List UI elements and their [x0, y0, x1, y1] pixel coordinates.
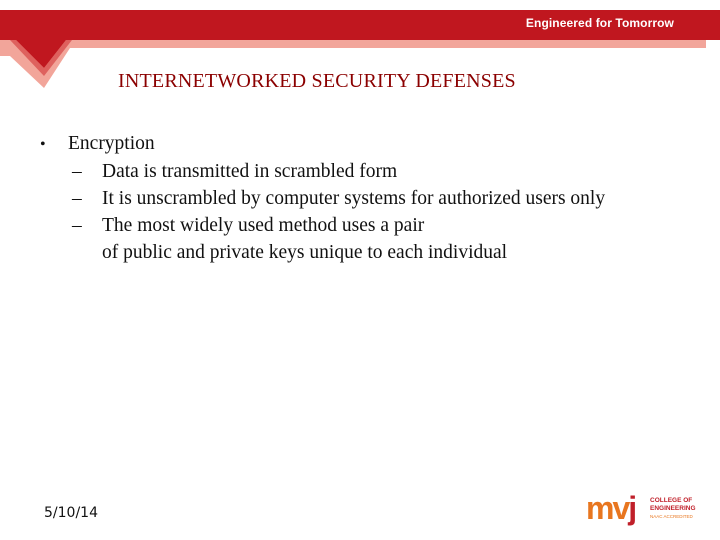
footer-date: 5/10/14 — [44, 505, 98, 521]
sub-bullet-marker: – — [72, 161, 82, 182]
sub-bullet-item — [72, 212, 700, 266]
sub-bullet-item — [72, 185, 700, 212]
logo-mark: mvj — [586, 490, 636, 526]
sub-bullet-item — [72, 158, 700, 185]
header-tagline: Engineered for Tomorrow — [525, 16, 674, 30]
sub-bullet-list — [72, 158, 700, 266]
sub-bullet-text: The most widely used method uses a pair — [102, 215, 425, 236]
sub-bullet-marker: – — [72, 215, 82, 236]
slide-title: INTERNETWORKED SECURITY DEFENSES — [118, 70, 516, 92]
sub-bullet-marker: – — [72, 188, 82, 209]
bullet-marker: • — [40, 136, 46, 153]
sub-bullet-text: Data is transmitted in scrambled form — [102, 161, 398, 182]
slide-content — [40, 130, 700, 266]
sub-bullet-text-continued: of public and private keys unique to each individual — [102, 242, 508, 263]
bullet-text: Encryption — [68, 133, 155, 154]
college-logo — [586, 490, 700, 526]
sub-bullet-text: It is unscrambled by computer systems for authorized users only — [102, 188, 606, 209]
logo-text: COLLEGE OF ENGINEERING NAAC ACCREDITED — [650, 497, 696, 519]
bullet-item — [40, 130, 700, 158]
